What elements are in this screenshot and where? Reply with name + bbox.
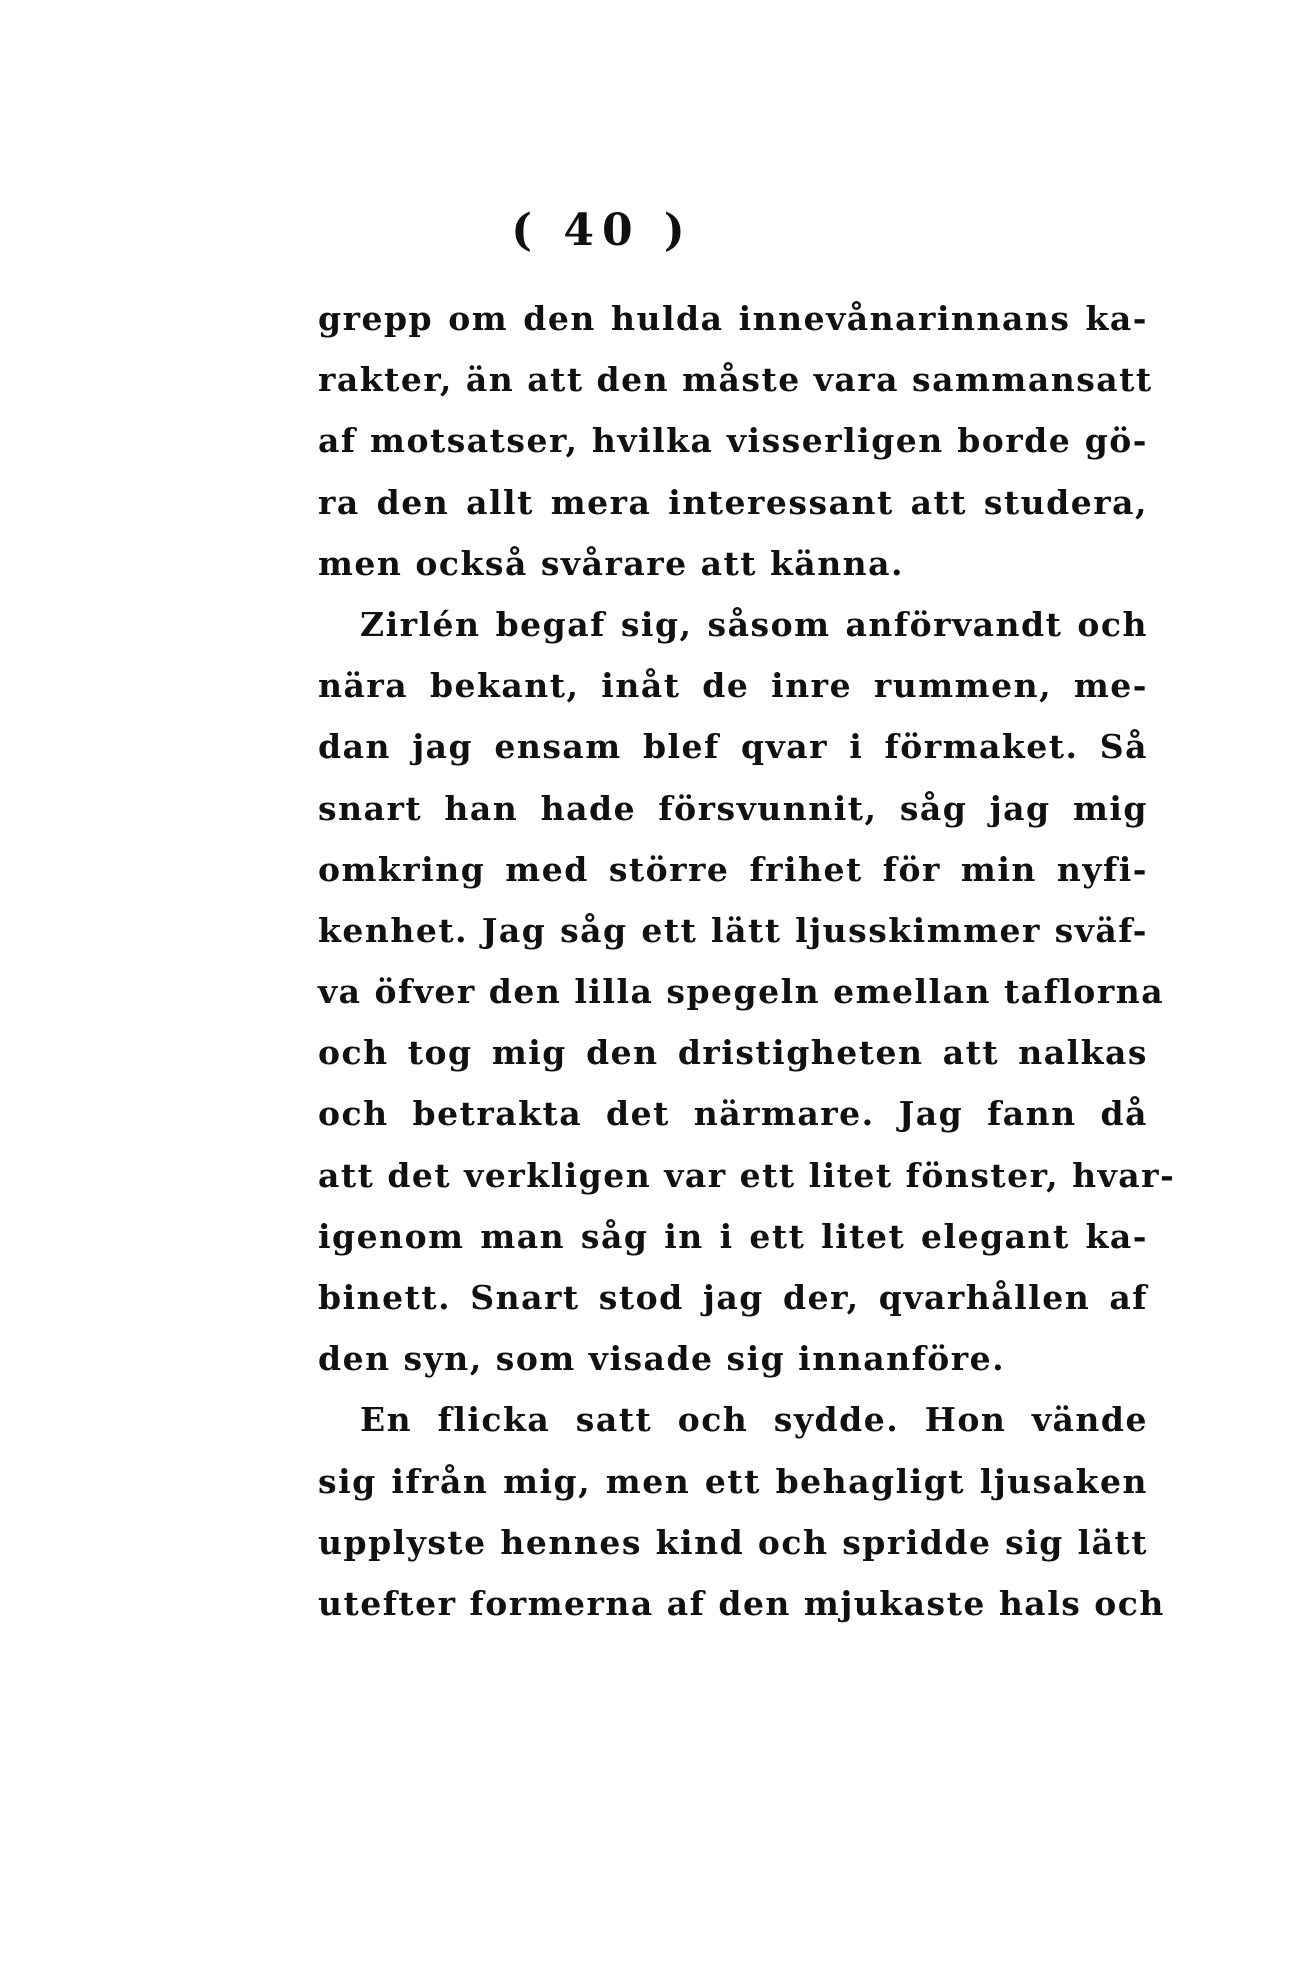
text-line: dan jag ensam blef qvar i förmaket. Så [318, 727, 1148, 767]
text-line: af motsatser, hvilka visserligen borde gö- [318, 421, 1148, 461]
text-line: den syn, som visade sig innanföre. [318, 1339, 1006, 1379]
text-line: binett. Snart stod jag der, qvarhållen af [318, 1278, 1148, 1317]
text-line: snart han hade försvunnit, såg jag mig [318, 788, 1148, 828]
text-line: sig ifrån mig, men ett behagligt ljusaken [318, 1461, 1148, 1501]
text-line: ra den allt mera interessant att studera, [318, 482, 1148, 522]
text-line: men också svårare att känna. [318, 543, 905, 583]
text-line: nära bekant, inåt de inre rummen, me- [318, 666, 1148, 706]
text-line: omkring med större frihet för min nyfi- [318, 849, 1148, 889]
text-line: och betrakta det närmare. Jag fann då [318, 1094, 1148, 1134]
body-text [318, 288, 1176, 1634]
text-line: grepp om den hulda innevånarinnans ka- [318, 299, 1148, 338]
text-line: och tog mig den dristigheten att nalkas [318, 1033, 1148, 1073]
text-line: va öfver den lilla spegeln emellan taflorna [318, 972, 1165, 1012]
text-line: att det verkligen var ett litet fönster, hvar- [318, 1155, 1176, 1195]
text-line: En flicka satt och sydde. Hon vände [360, 1400, 1148, 1440]
page-number: ( 40 ) [511, 205, 693, 256]
text-line: rakter, än att den måste vara sammansatt [318, 360, 1153, 400]
text-line: igenom man såg in i ett litet elegant ka- [318, 1216, 1148, 1256]
text-line: kenhet. Jag såg ett lätt ljusskimmer sväf- [318, 910, 1148, 950]
text-line: utefter formerna af den mjukaste hals och [318, 1583, 1165, 1623]
text-line: upplyste hennes kind och spridde sig lätt [318, 1522, 1148, 1562]
text-line: Zirlén begaf sig, såsom anförvandt och [360, 604, 1148, 644]
